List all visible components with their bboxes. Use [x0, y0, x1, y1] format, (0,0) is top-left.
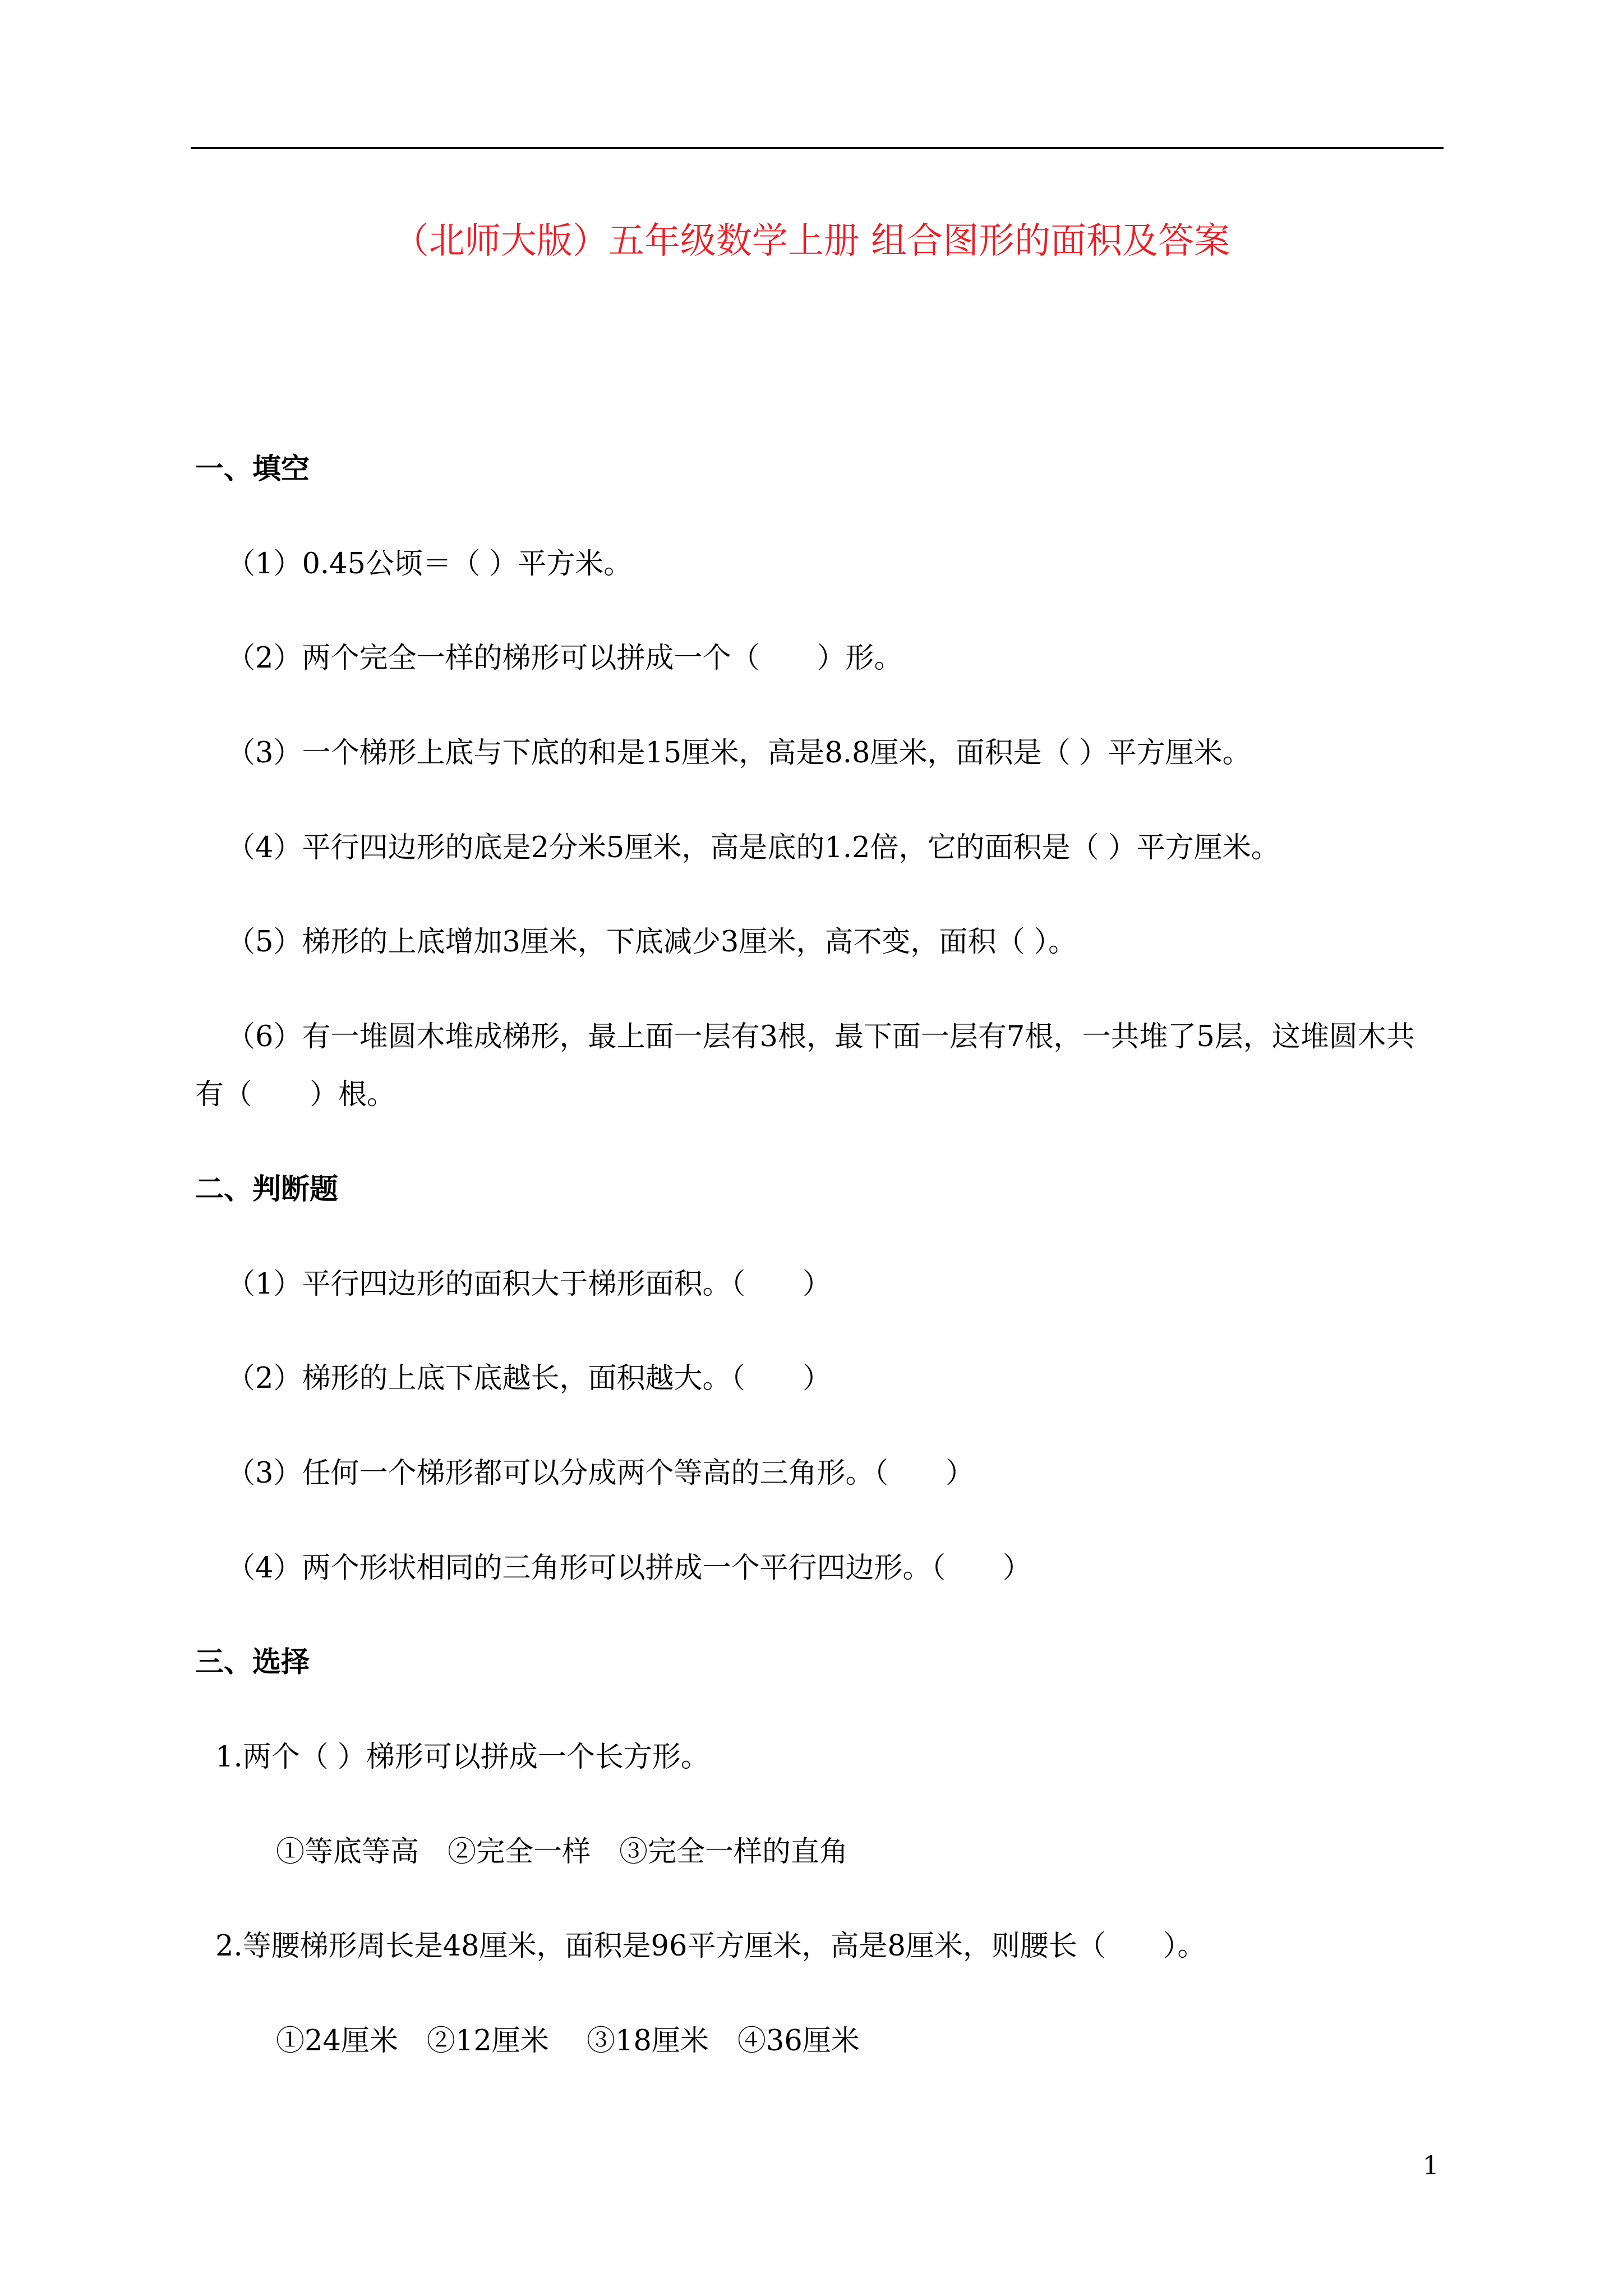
document-title: （北师大版）五年级数学上册 组合图形的面积及答案 [393, 220, 1230, 262]
section-heading-multiple-choice: 三、选择 [195, 1646, 310, 1679]
choice-options-1: ①等底等高 ②完全一样 ③完全一样的直角 [276, 1835, 849, 1869]
fill-blank-item-5: （5）梯形的上底增加3厘米，下底减少3厘米，高不变，面积（ ）。 [227, 926, 1077, 959]
fill-blank-item-6-continued: 有（ ）根。 [195, 1078, 396, 1111]
page-number: 1 [1422, 2150, 1439, 2180]
true-false-item-2: （2）梯形的上底下底越长，面积越大。（ ） [227, 1362, 831, 1395]
choice-options-2: ①24厘米 ②12厘米 ③18厘米 ④36厘米 [276, 2024, 860, 2058]
header-rule [191, 147, 1444, 149]
choice-question-2: 2.等腰梯形周长是48厘米，面积是96平方厘米，高是8厘米，则腰长（ ）。 [215, 1930, 1206, 1963]
fill-blank-item-3: （3）一个梯形上底与下底的和是15厘米，高是8.8厘米，面积是（ ）平方厘米。 [227, 737, 1251, 770]
fill-blank-item-1: （1）0.45公顷＝（ ）平方米。 [227, 547, 633, 581]
true-false-item-1: （1）平行四边形的面积大于梯形面积。（ ） [227, 1268, 831, 1301]
section-heading-true-false: 二、判断题 [195, 1173, 339, 1206]
true-false-item-4: （4）两个形状相同的三角形可以拼成一个平行四边形。（ ） [227, 1552, 1031, 1585]
section-heading-fill-blank: 一、填空 [195, 453, 310, 486]
choice-question-1: 1.两个（ ）梯形可以拼成一个长方形。 [215, 1741, 709, 1774]
fill-blank-item-4: （4）平行四边形的底是2分米5厘米，高是底的1.2倍，它的面积是（ ）平方厘米。 [227, 831, 1280, 864]
fill-blank-item-6: （6）有一堆圆木堆成梯形，最上面一层有3根，最下面一层有7根，一共堆了5层，这堆圆木共 [227, 1020, 1415, 1053]
true-false-item-3: （3）任何一个梯形都可以分成两个等高的三角形。（ ） [227, 1457, 974, 1490]
fill-blank-item-2: （2）两个完全一样的梯形可以拼成一个（ ）形。 [227, 642, 903, 675]
